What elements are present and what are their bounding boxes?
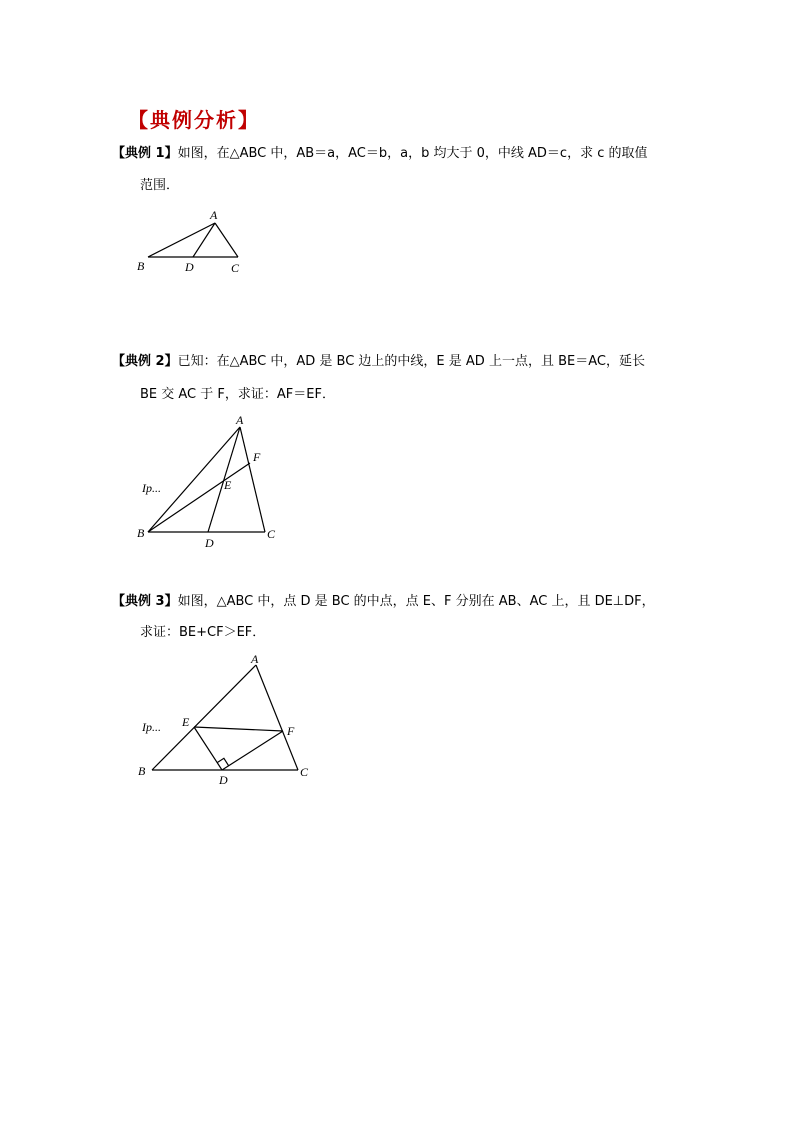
watermark: Ip... [142, 481, 161, 495]
label-b: B [137, 259, 145, 273]
label-b: B [137, 526, 145, 540]
label-f: F [287, 724, 295, 738]
example-1-label: 【典例 1】 [112, 146, 178, 161]
label-e: E [224, 478, 232, 492]
label-e: E [182, 715, 190, 729]
example-2-label: 【典例 2】 [112, 354, 178, 369]
segment-ab [152, 665, 256, 770]
section-heading: 【典例分析】 [128, 108, 260, 132]
label-b: B [138, 764, 146, 778]
label-d: D [185, 260, 194, 274]
segment-ac [256, 665, 298, 770]
label-c: C [231, 261, 240, 275]
label-d: D [219, 773, 228, 787]
example-2-line-2: BE 交 AC 于 F，求证：AF＝EF． [140, 387, 335, 402]
label-a: A [236, 413, 244, 427]
segment-df [222, 731, 283, 770]
watermark: Ip... [142, 720, 161, 734]
label-a: A [251, 652, 259, 666]
label-c: C [267, 527, 276, 541]
segment-ef [194, 727, 283, 731]
label-a: A [210, 208, 218, 222]
example-2-text: 已知：在△ABC 中，AD 是 BC 边上的中线，E 是 AD 上一点，且 BE＝AC，延长 [177, 354, 645, 369]
example-1-line-2: 范围． [140, 178, 180, 193]
example-1-text: 如图，在△ABC 中，AB＝a，AC＝b，a，b 均大于 0，中线 AD＝c，求 c 的取值 [177, 146, 648, 161]
label-d: D [205, 536, 214, 550]
example-3-text: 如图，△ABC 中，点 D 是 BC 的中点，点 E、F 分别在 AB、AC 上，且 DE⊥DF， [177, 594, 655, 609]
example-3-label: 【典例 3】 [112, 594, 178, 609]
example-3-line-2: 求证：BE+CF＞EF． [140, 625, 266, 640]
label-f: F [253, 450, 261, 464]
triangle-abc-3 [152, 665, 298, 770]
segment-de [194, 727, 222, 770]
label-c: C [300, 765, 309, 779]
